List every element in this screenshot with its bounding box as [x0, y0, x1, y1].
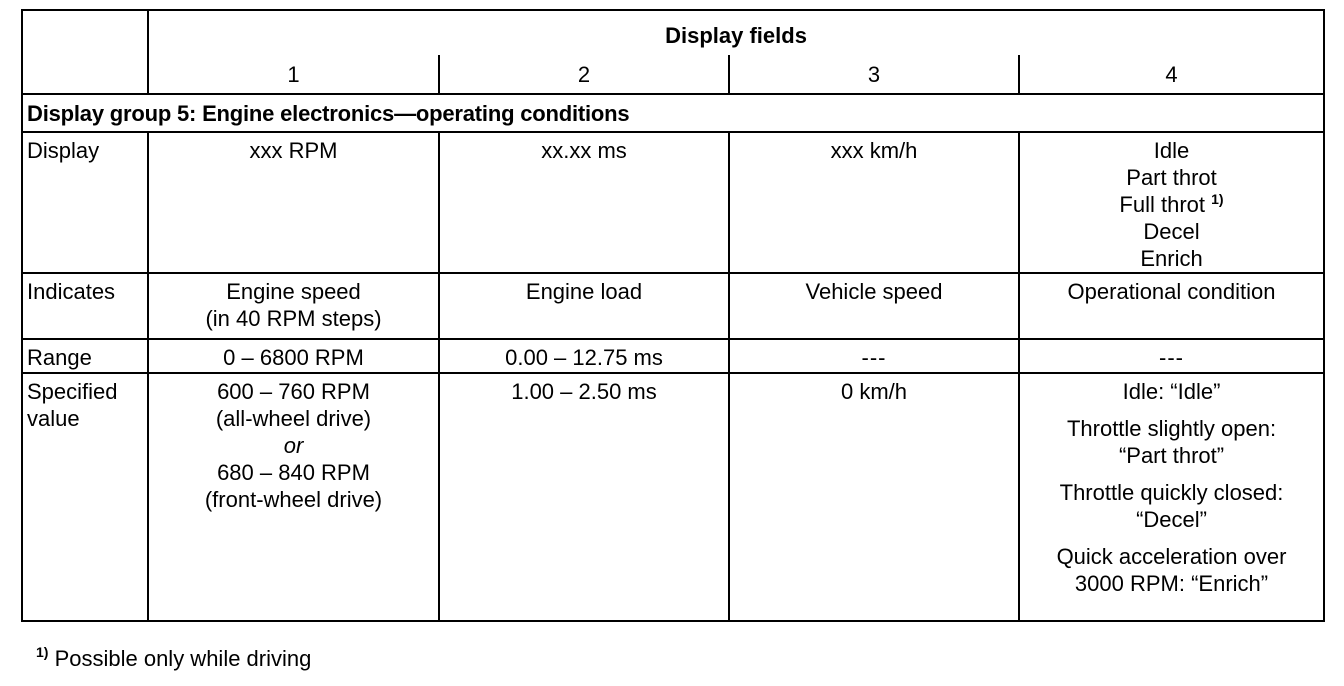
specified-field-4-part-throt-line-2: “Part throt”: [1118, 443, 1225, 468]
row-label-range: Range: [22, 339, 148, 373]
field-header-3: 3: [729, 55, 1019, 94]
row-label-specified-value: [22, 373, 148, 621]
indicates-field-1: [148, 273, 439, 339]
indicates-field-3: Vehicle speed: [729, 273, 1019, 339]
display-field-4-decel: Decel: [1143, 219, 1200, 244]
corner-cell: [22, 10, 148, 94]
indicates-field-2: Engine load: [439, 273, 729, 339]
range-field-3: ---: [729, 339, 1019, 373]
specified-field-4-enrich-line-2: 3000 RPM: “Enrich”: [1074, 571, 1269, 596]
footnote-mark: 1): [1211, 191, 1224, 207]
display-field-3: xxx km/h: [729, 132, 1019, 273]
table-row-indicates: [22, 273, 1324, 339]
field-header-4: 4: [1019, 55, 1324, 94]
display-field-4-enrich: Enrich: [1140, 246, 1203, 271]
display-group-table: [21, 9, 1325, 622]
footnote-text: Possible only while driving: [48, 646, 312, 671]
display-field-4: [1019, 132, 1324, 273]
display-field-4-idle: Idle: [1153, 138, 1190, 163]
table-row-range: [22, 339, 1324, 373]
display-field-4-full-throt: Full throt $^{1)}$: [1119, 191, 1224, 217]
specified-field-1: [148, 373, 439, 621]
indicates-field-1-line-1: Engine speed: [226, 279, 361, 304]
specified-field-4-enrich-line-1: Quick acceleration over: [1056, 544, 1287, 569]
specified-field-1-line-4: 680 – 840 RPM: [217, 460, 370, 485]
row-label-specified-line-2: value: [27, 406, 80, 431]
specified-field-4-part-throt-line-1: Throttle slightly open:: [1066, 416, 1277, 441]
range-field-1: 0 – 6800 RPM: [148, 339, 439, 373]
specified-field-4-decel-line-2: “Decel”: [1136, 507, 1207, 532]
display-field-4-part-throt: Part throt: [1126, 165, 1217, 190]
table-row-display: [22, 132, 1324, 273]
range-field-2: 0.00 – 12.75 ms: [439, 339, 729, 373]
specified-field-4: [1019, 373, 1324, 621]
specified-field-1-line-1: 600 – 760 RPM: [217, 379, 370, 404]
specified-field-3: 0 km/h: [729, 373, 1019, 621]
display-field-1: xxx RPM: [148, 132, 439, 273]
field-header-2: 2: [439, 55, 729, 94]
range-field-4: ---: [1019, 339, 1324, 373]
display-fields-header: Display fields: [148, 10, 1324, 55]
specified-field-4-decel-line-1: Throttle quickly closed:: [1059, 480, 1284, 505]
footnote-mark: 1): [36, 644, 49, 660]
display-group-title: Display group 5: Engine electronics—operating conditions: [22, 94, 1324, 132]
row-label-display: Display: [22, 132, 148, 273]
table-row-specified-value: [22, 373, 1324, 621]
specified-field-1-line-2: (all-wheel drive): [215, 406, 372, 431]
indicates-field-4: Operational condition: [1019, 273, 1324, 339]
indicates-field-1-line-2: (in 40 RPM steps): [205, 306, 382, 331]
specified-field-1-line-5: (front-wheel drive): [204, 487, 383, 512]
row-label-indicates: Indicates: [22, 273, 148, 339]
display-field-2: xx.xx ms: [439, 132, 729, 273]
field-header-1: 1: [148, 55, 439, 94]
specified-field-2: 1.00 – 2.50 ms: [439, 373, 729, 621]
footnote: [36, 645, 311, 672]
specified-field-1-or: or: [283, 433, 304, 458]
specified-field-4-idle: Idle: “Idle”: [1122, 379, 1221, 404]
row-label-specified-line-1: Specified: [27, 379, 118, 404]
